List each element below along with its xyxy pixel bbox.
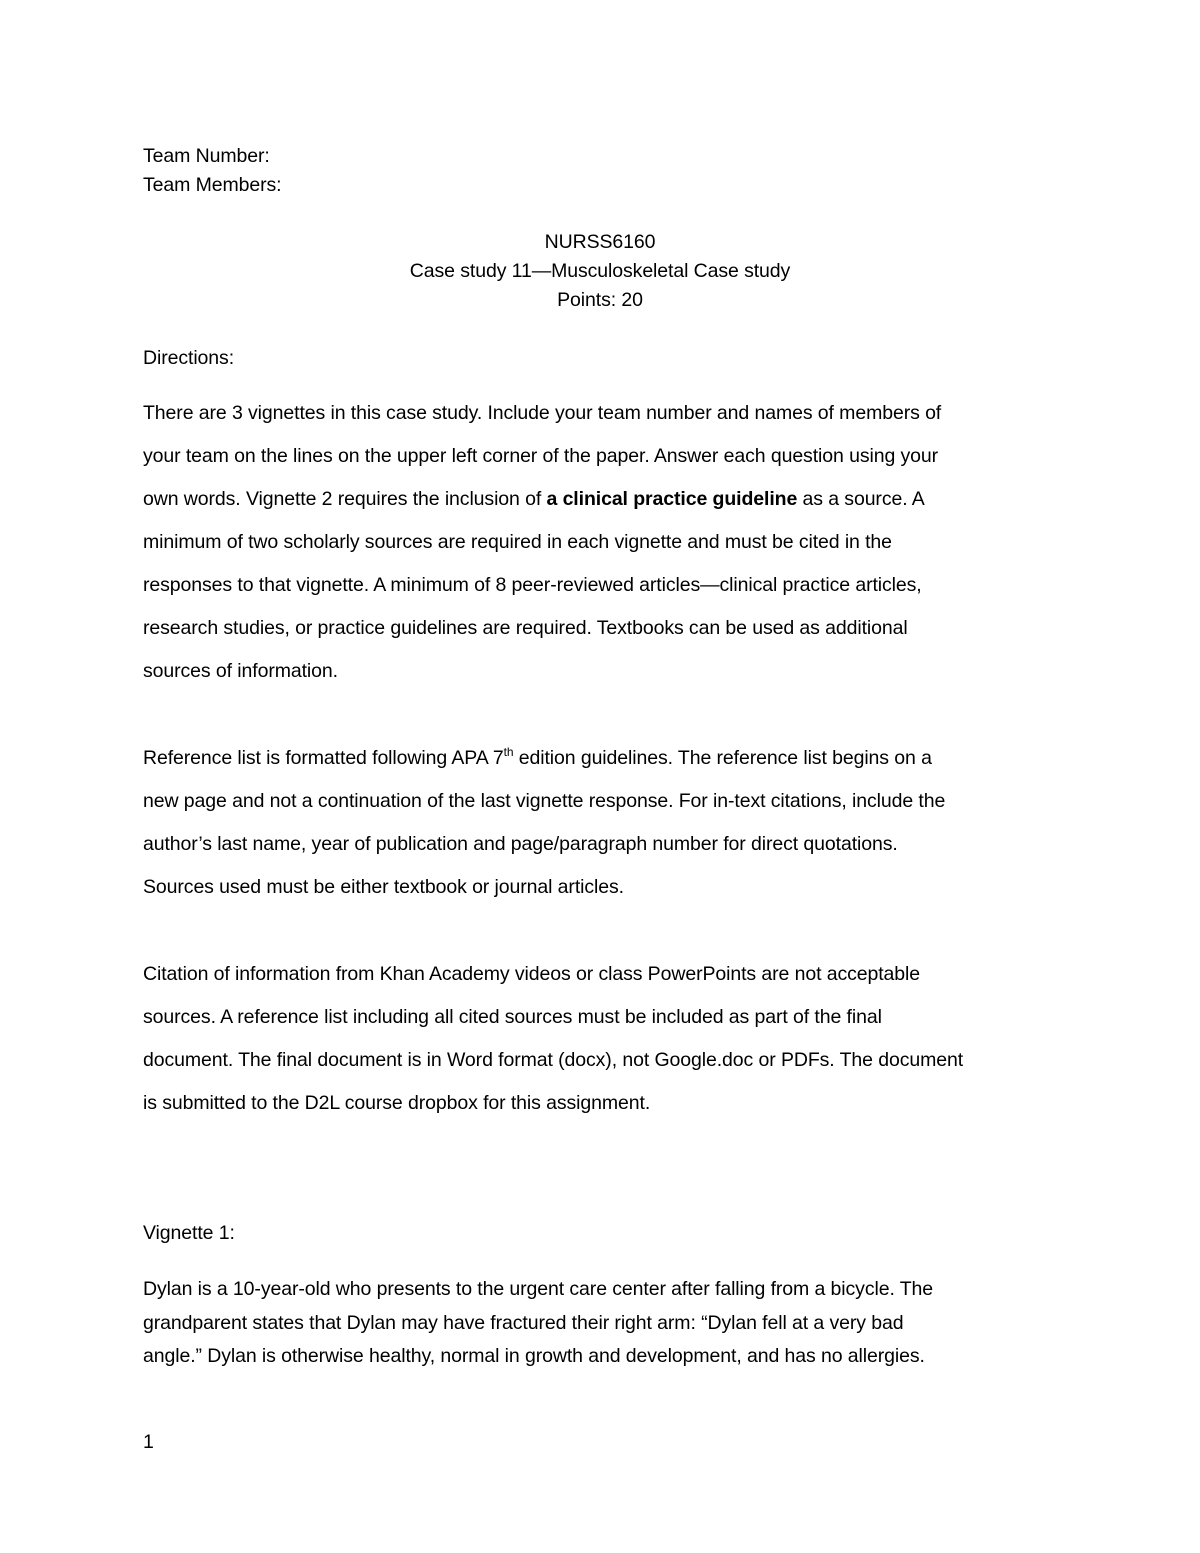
points-label: Points: 20 [557, 289, 643, 311]
paragraph-line: sources of information. [143, 660, 338, 682]
course-code: NURSS6160 [544, 231, 656, 253]
text-run: own words. Vignette 2 requires the inclusion of [143, 488, 547, 510]
paragraph-line: angle.” Dylan is otherwise healthy, normal in growth and development, and has no allergies. [143, 1345, 925, 1367]
team-members-label: Team Members: [143, 174, 282, 196]
paragraph-line [143, 478, 1073, 521]
text-run: as a source. A [797, 488, 925, 510]
text-run: Reference list is formatted following APA 7 [143, 747, 504, 769]
page-number: 1 [143, 1431, 154, 1453]
bold-phrase: a clinical practice guideline [546, 488, 798, 510]
paragraph-line: Dylan is a 10-year-old who presents to the urgent care center after falling from a bicycle. The [143, 1278, 934, 1300]
paragraph-line: grandparent states that Dylan may have fractured their right arm: “Dylan fell at a very bad [143, 1311, 904, 1334]
paragraph-line: your team on the lines on the upper left corner of the paper. Answer each question using your [143, 445, 939, 467]
vignette-1-heading: Vignette 1: [143, 1222, 235, 1244]
directions-heading: Directions: [143, 347, 235, 369]
directions-paragraph-1 [143, 392, 1073, 693]
text-run: edition guidelines. The reference list begins on a [513, 747, 932, 769]
paragraph-line: Sources used must be either textbook or journal articles. [143, 876, 624, 898]
paragraph-line: Citation of information from Khan Academy videos or class PowerPoints are not acceptable [143, 963, 921, 985]
vignette-1-paragraph [143, 1273, 1073, 1374]
paragraph-line: sources. A reference list including all cited sources must be included as part of the final [143, 1006, 882, 1028]
paragraph-line: author’s last name, year of publication and page/paragraph number for direct quotations. [143, 833, 898, 855]
directions-paragraph-3 [143, 953, 1073, 1125]
paragraph-line: research studies, or practice guidelines are required. Textbooks can be used as additional [143, 617, 908, 639]
superscript: th [503, 745, 514, 759]
paragraph-line: responses to that vignette. A minimum of 8 peer-reviewed articles—clinical practice articles, [143, 574, 922, 596]
paragraph-line [143, 737, 1073, 780]
paragraph-line: is submitted to the D2L course dropbox for this assignment. [143, 1092, 651, 1114]
paragraph-line: There are 3 vignettes in this case study. Include your team number and names of members of [143, 402, 942, 424]
team-number-label: Team Number: [143, 145, 270, 167]
directions-paragraph-2 [143, 737, 1073, 909]
paragraph-line: document. The final document is in Word format (docx), not Google.doc or PDFs. The document [143, 1049, 964, 1071]
paragraph-line: minimum of two scholarly sources are required in each vignette and must be cited in the [143, 531, 892, 553]
assignment-title: Case study 11—Musculoskeletal Case study [409, 260, 791, 282]
paragraph-line: new page and not a continuation of the last vignette response. For in-text citations, include the [143, 790, 946, 812]
